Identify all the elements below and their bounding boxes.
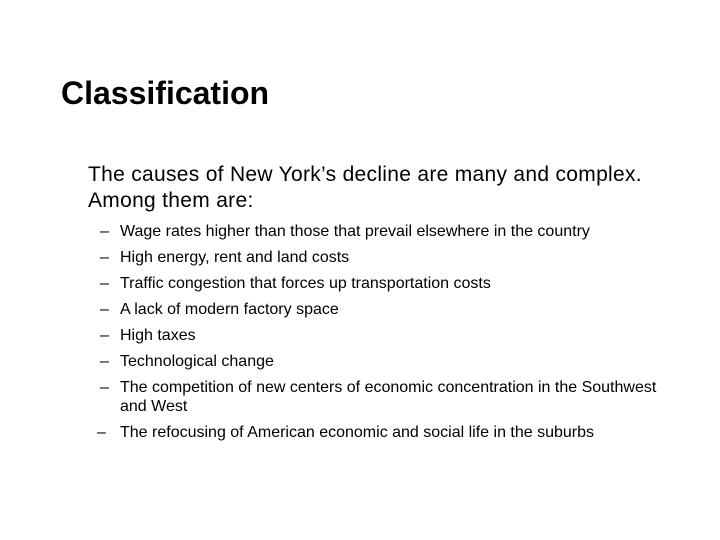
list-item — [0, 222, 720, 241]
intro-paragraph: The causes of New York’s decline are many and complex. Among them are: — [88, 163, 642, 212]
list-item — [0, 423, 720, 442]
bullet-text: The refocusing of American economic and social life in the suburbs — [120, 424, 595, 441]
list-item — [0, 274, 720, 293]
bullet-text: High energy, rent and land costs — [120, 249, 350, 266]
bullet-marker: – — [97, 424, 106, 441]
slide-title: Classification — [61, 75, 270, 111]
bullet-marker: – — [100, 223, 109, 240]
bullet-list — [0, 222, 720, 449]
bullet-text: The competition of new centers of economic concentration in the Southwest and West — [120, 379, 657, 415]
bullet-text: Traffic congestion that forces up transportation costs — [120, 275, 491, 292]
bullet-marker: – — [100, 353, 109, 370]
bullet-marker: – — [100, 249, 109, 266]
bullet-text: Wage rates higher than those that prevail elsewhere in the country — [120, 223, 590, 240]
list-item — [0, 378, 720, 416]
list-item — [0, 326, 720, 345]
bullet-marker: – — [100, 379, 109, 396]
list-item — [0, 248, 720, 267]
list-item — [0, 300, 720, 319]
list-item — [0, 352, 720, 371]
bullet-text: High taxes — [120, 327, 196, 344]
bullet-text: Technological change — [120, 353, 274, 370]
bullet-text: A lack of modern factory space — [120, 301, 339, 318]
bullet-marker: – — [100, 301, 109, 318]
bullet-marker: – — [100, 327, 109, 344]
bullet-marker: – — [100, 275, 109, 292]
